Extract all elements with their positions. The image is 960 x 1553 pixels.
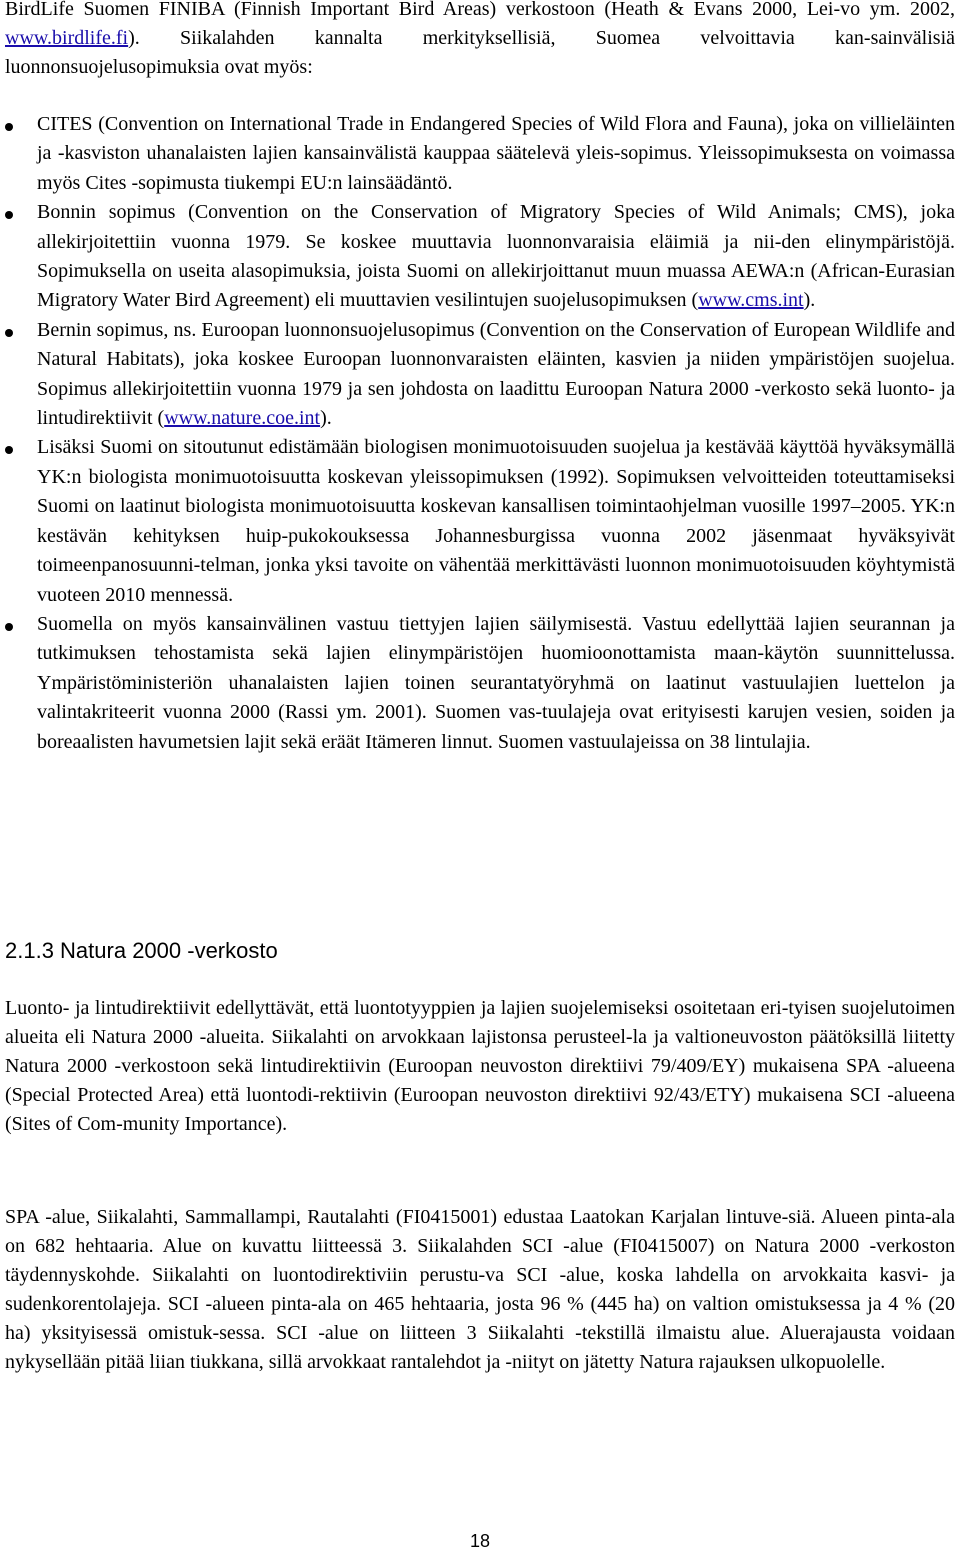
- section-heading: 2.1.3 Natura 2000 -verkosto: [5, 938, 278, 963]
- list-item-biodiversity: [0, 433, 955, 609]
- bullet-icon: [5, 446, 13, 454]
- page-number: 18: [469, 1531, 491, 1551]
- bern-text-start: Bernin sopimus, ns. Euroopan luonnonsuojelusopimus (Convention on the Conservation of European Wildlife and Natural Habitats), joka koskee Euroopan luonnonvaraisten eläinten, kasvien ja niiden ympäristöjen suojelua. Sopimus allekirjoitettiin vuonna 1979 ja sen johdosta on laadittu Euroopan Natura 2000 -verkosto sekä luonto- ja lintudirektiivit (: [37, 318, 955, 430]
- cms-link[interactable]: www.cms.int: [698, 289, 804, 312]
- bern-text-end: ).: [320, 407, 332, 430]
- list-item-bern: [0, 316, 955, 434]
- nature-coe-link[interactable]: www.nature.coe.int: [164, 407, 321, 430]
- convention-list: [0, 110, 955, 757]
- bullet-icon: [5, 623, 13, 631]
- biodiversity-text: Lisäksi Suomi on sitoutunut edistämään biologisen monimuotoisuuden suojelua ja kestävää käyttöä hyväksymällä YK:n biologista monimuotoisuutta koskevan yleissopimuksen (1992). Sopimuksen velvoitteiden toteuttamiseksi Suomi on laatinut biologista monimuotoisuutta koskevan kansallisen toimintaohjelman vuosille 1997–2005. YK:n kestävän kehityksen huip-pukokouksessa Johannesburgissa vuonna 2002 jäsenmaat hyväksyivät toimeenpanosuunni-telman, jonka yksi tavoite on vähentää merkittävästi luonnon monimuotoisuuden köyhtymistä vuoteen 2010 mennessä.: [37, 436, 955, 606]
- intro-paragraph: [5, 0, 955, 82]
- bullet-icon: [5, 211, 13, 219]
- intro-text-start: BirdLife Suomen FINIBA (Finnish Important Bird Areas) verkostoon (Heath & Evans 2000, Lei-vo ym. 2002,: [5, 0, 955, 20]
- list-item-cites: [0, 110, 955, 198]
- birdlife-link[interactable]: www.birdlife.fi: [5, 27, 129, 49]
- bullet-icon: [5, 329, 13, 337]
- natura-paragraph-2: SPA -alue, Siikalahti, Sammallampi, Rautalahti (FI0415001) edustaa Laatokan Karjalan lintuve-siä. Alueen pinta-ala on 682 hehtaaria. Alue on kuvattu liitteessä 3. Siikalahden SCI -alue (FI0415007) on Natura 2000 -verkoston täydennyskohde. Siikalahti on luontodirektiviin perustu-va SCI -alue, koska lahdella on arvokkaita kasvi- ja sudenkorentolajeja. SCI -alueen pinta-ala on 465 hehtaaria, josta 96 % (445 ha) on valtion omistuksessa ja 4 % (20 ha) yksityisessä omistuk-sessa. SCI -alue on liitteen 3 Siikalahti -tekstillä ilmaistu alue. Aluerajausta voidaan nykysellään pitää liian tiukkana, sillä arvokkaat rantalehdot ja -niityt on jätetty Natura rajauksen ulkopuolelle.: [5, 1206, 955, 1373]
- intro-text-end: ). Siikalahden kannalta merkityksellisiä, Suomea velvoittavia kan-sainvälisiä luonnonsuojelusopimuksia ovat myös:: [5, 27, 955, 78]
- cites-text: CITES (Convention on International Trade in Endangered Species of Wild Flora and Fauna), joka on villieläinten ja -kasviston uhanalaisten lajien kansainvälistä kauppaa säätelevä yleis-sopimus. Yleissopimuksesta on voimassa myös Cites -sopimusta tiukempi EU:n lainsäädäntö.: [37, 113, 955, 194]
- bullet-icon: [5, 123, 13, 131]
- natura-paragraph-1: Luonto- ja lintudirektiivit edellyttävät, että luontotyyppien ja lajien suojelemiseksi osoitetaan eri-tyisen suojelutoimen alueita eli Natura 2000 -alueita. Siikalahti on arvokkaan lajistonsa perusteel-la ja valtioneuvoston päätöksillä liitetty Natura 2000 -verkostoon sekä lintudirektiivin (Euroopan neuvoston direktiivi 79/409/EY) mukaisena SPA -alueena (Special Protected Area) että luontodi-rektiivin (Euroopan neuvoston direktiivi 92/43/ETY) mukaisena SCI -alueena (Sites of Com-munity Importance).: [5, 997, 955, 1135]
- bonn-text-start: Bonnin sopimus (Convention on the Conservation of Migratory Species of Wild Animals; CMS), joka allekirjoitettiin vuonna 1979. Se koskee muuttavia luonnonvaraisia eläimiä ja nii-den elinympäristöjä. Sopimuksella on useita alasopimuksia, joista Suomi on allekirjoittanut muun muassa AEWA:n (African-Eurasian Migratory Water Bird Agreement) eli muuttavien vesilintujen suojelusopimuksen (: [37, 201, 955, 312]
- responsibility-text: Suomella on myös kansainvälinen vastuu tiettyjen lajien säilymisestä. Vastuu edellyttää lajien seurannan ja tutkimuksen tehostamista sekä lajien elinympäristöjen huomioonottamista maan-käytön suunnittelussa. Ympäristöministeriön uhanalaisten lajien toinen seurantatyöryhmä on laatinut vastuulajien luettelon ja valintakriteerit vuonna 2000 (Rassi ym. 2001). Suomen vas-tuulajeja ovat erityisesti karujen vesien, soiden ja boreaalisten havumetsien lajit sekä eräät Itämeren linnut. Suomen vastuulajeissa on 38 lintulajia.: [37, 612, 955, 753]
- list-item-bonn: [0, 198, 955, 316]
- bonn-text-end: ).: [803, 289, 816, 312]
- list-item-responsibility: [0, 610, 955, 757]
